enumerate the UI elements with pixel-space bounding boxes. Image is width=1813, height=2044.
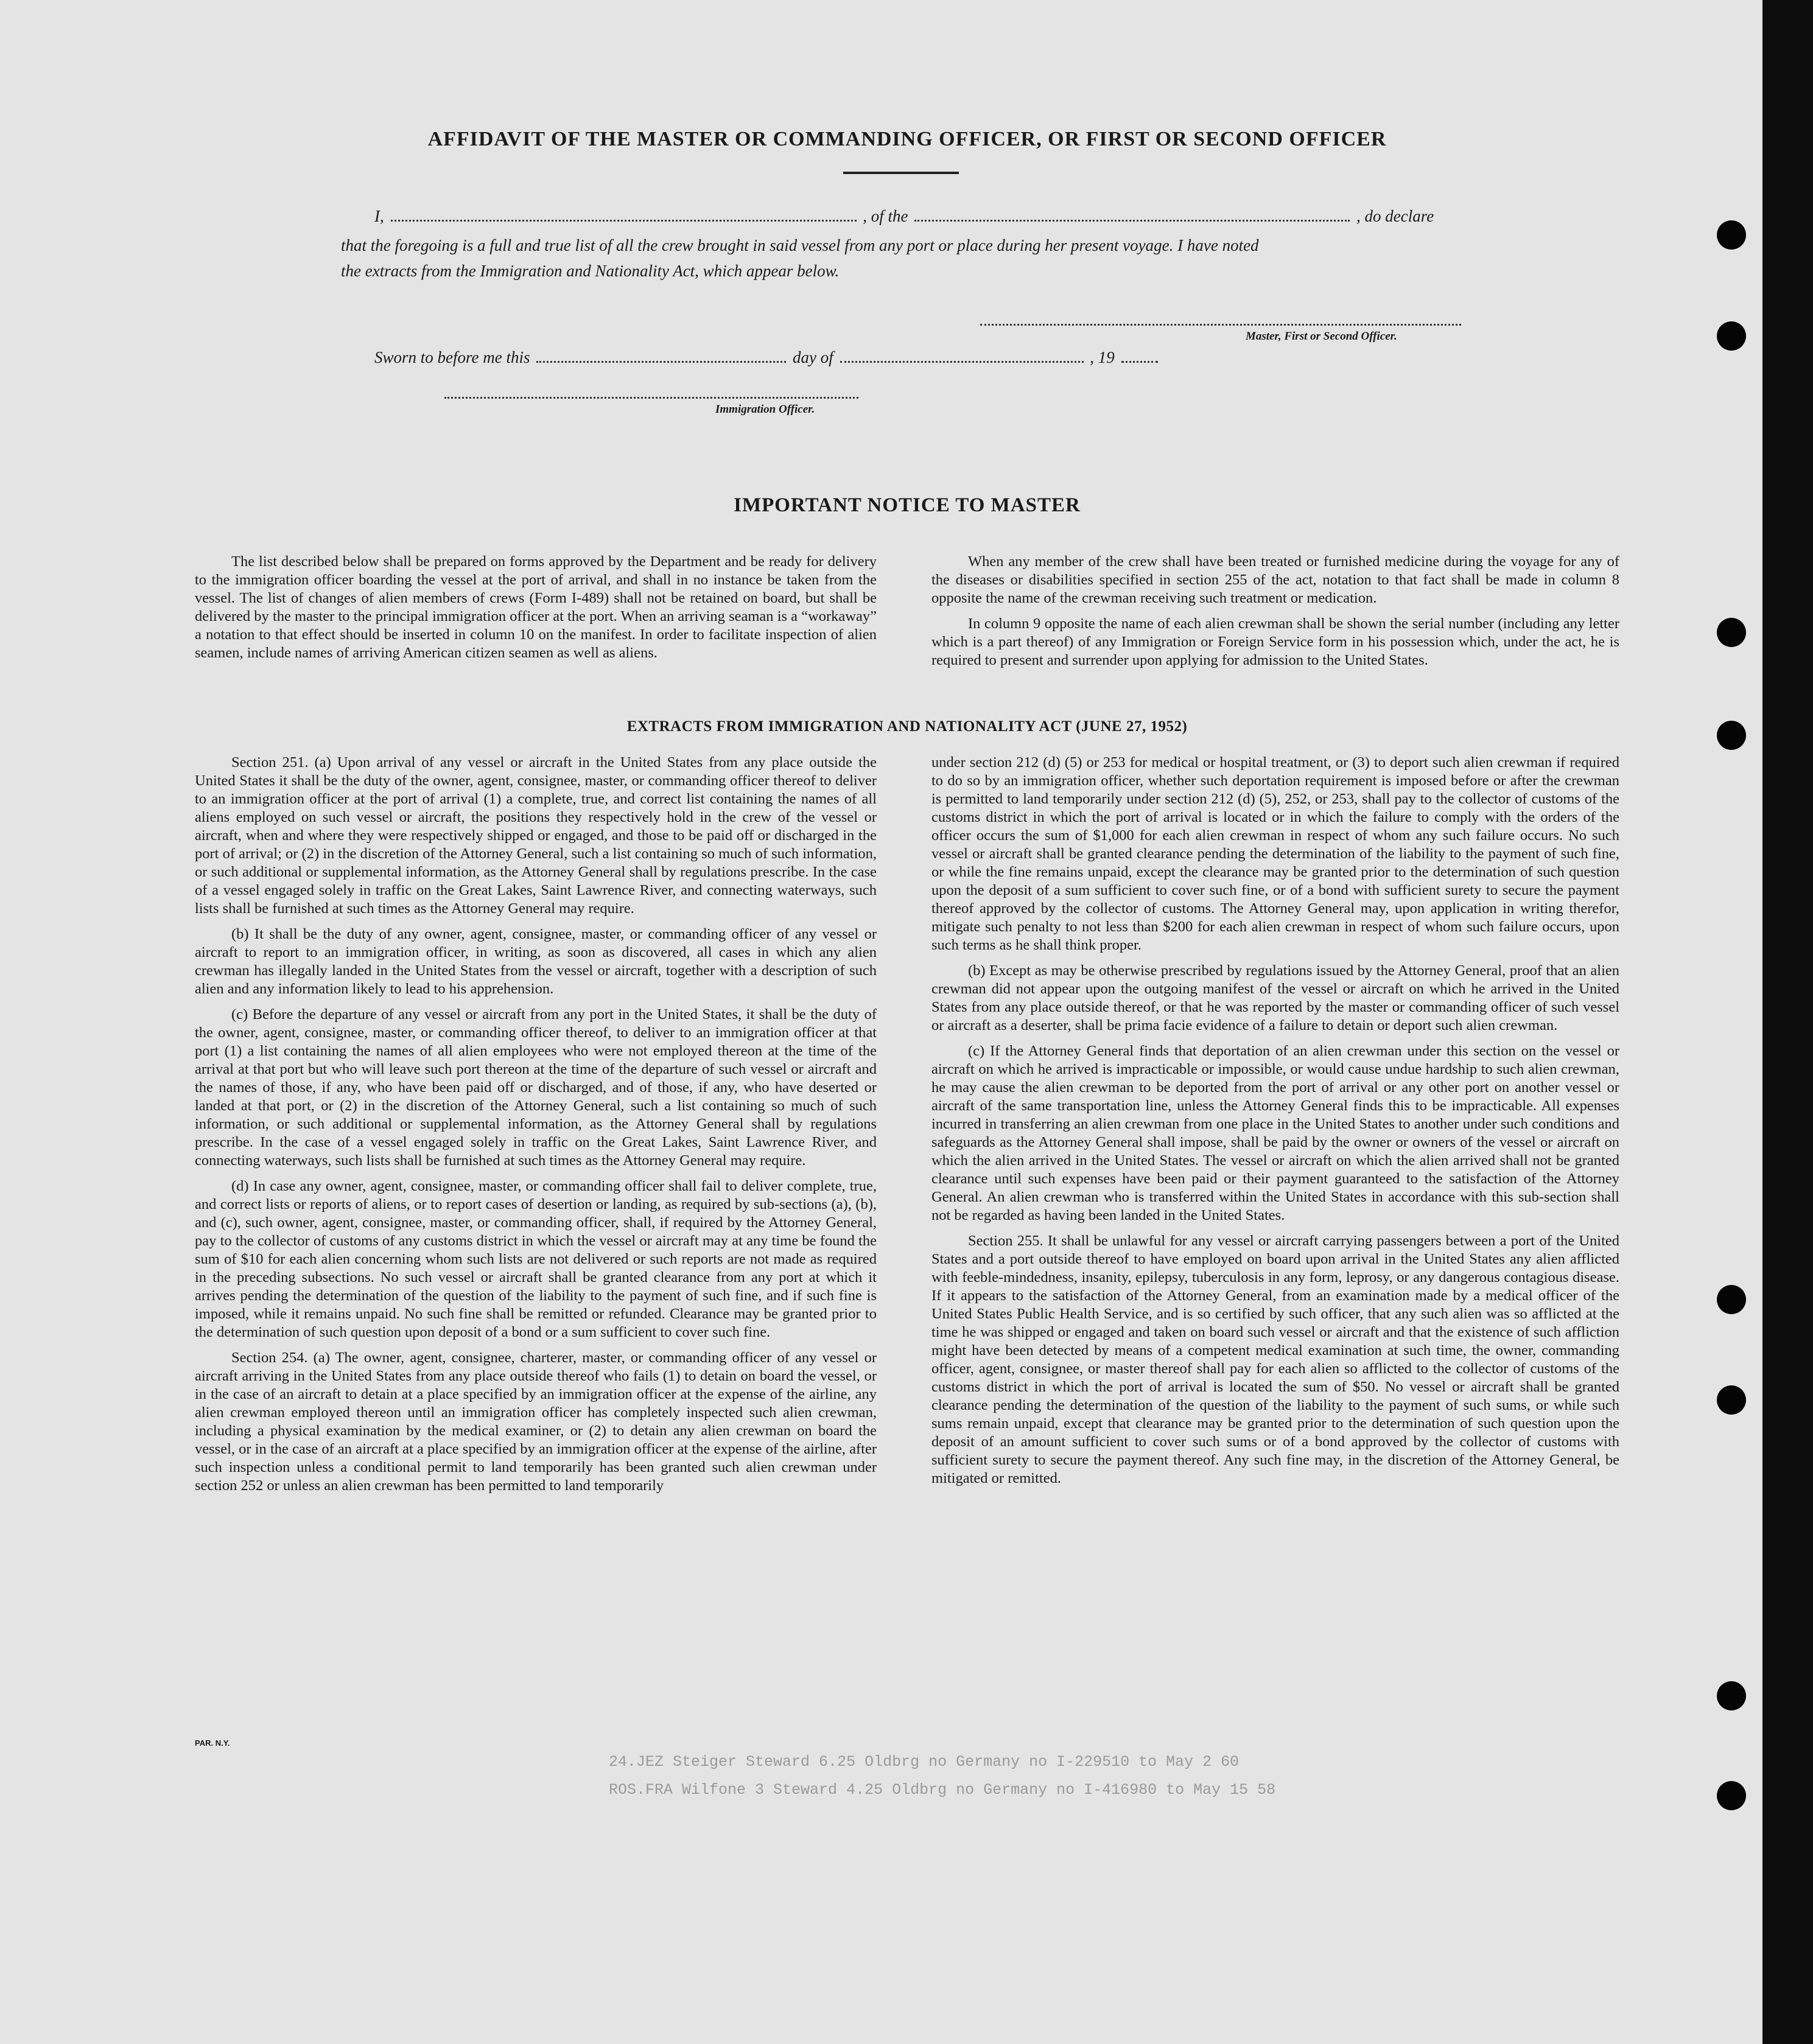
extracts-left-column bbox=[195, 754, 877, 1502]
immigration-officer-signature-line[interactable] bbox=[444, 397, 858, 399]
do-declare-label: , do declare bbox=[1356, 207, 1434, 225]
year-blank[interactable] bbox=[1121, 360, 1158, 363]
section-254-b: (b) Except as may be otherwise prescribed by regulations issued by the Attorney General, proof that an alien crewman did not appear upon the outgoing manifest of the vessel or aircraft on which he arrived in the United States from any place outside thereof, or that he was reported by the master or commanding officer of such vessel or aircraft as a deserter, shall be prima facie evidence of a failure to detain or deport such alien crewman. bbox=[931, 962, 1619, 1034]
vessel-blank[interactable] bbox=[914, 219, 1350, 222]
section-254-a: Section 254. (a) The owner, agent, consignee, charterer, master, or commanding officer of any vessel or aircraft arriving in the United States from any place outside thereof who fails (1) to detain on board the vessel, or in the case of an aircraft to detain at a place specified by an immigration officer at the expense of the airline, any alien crewman employed thereon until an immigration officer has completely inspected such alien crewman, including a physical examination by the medical examiner, or (2) to detain any alien crewman on board the vessel, or in the case of an aircraft at a place specified by an immigration officer at the expense of the airline, after such inspection unless a conditional permit to land temporarily has been granted such alien crewman under section 252 or unless an alien crewman has been permitted to land temporarily bbox=[195, 1349, 877, 1494]
extracts-right-column bbox=[931, 754, 1619, 1495]
sworn-label: Sworn to before me this bbox=[374, 348, 530, 366]
section-251-c: (c) Before the departure of any vessel or aircraft from any port in the United States, it shall be the duty of the owner, agent, consignee, master, or commanding officer thereof, to deliver to an immigration officer at that port (1) a list containing the names of all alien employees who were not employed thereon at the time of the arrival at that port but who will leave such port thereon at the time of the departure of such vessel or aircraft and the names of those, if any, who have been paid off or discharged, and of those, if any, who have deserted or landed at that port, or (2) in the discretion of the Attorney General, such a list containing so much of such information, or such additional or supplemental information, as the Attorney General shall by regulations prescribe. In the case of a vessel engaged solely in traffic on the Great Lakes, Saint Lawrence River, and connecting waterways, such lists shall be furnished at such times as the Attorney General may require. bbox=[195, 1006, 877, 1169]
declaration-fill-line bbox=[374, 207, 1434, 226]
immigration-officer-label: Immigration Officer. bbox=[715, 403, 815, 416]
notice-right-paragraph-2: In column 9 opposite the name of each alien crewman shall be shown the serial number (including any letter which is a part thereof) of any Immigration or Foreign Service form in his possession which, under the act, he is required to present and surrender upon applying for admission to the United States. bbox=[931, 615, 1619, 668]
master-signature-line[interactable] bbox=[980, 324, 1461, 326]
punch-hole bbox=[1717, 1385, 1746, 1415]
section-254-a-continued: under section 212 (d) (5) or 253 for medical or hospital treatment, or (3) to deport such alien crewman if required to do so by an immigration officer, whether such deportation requirement is imposed before or after the crewman is permitted to land temporarily under section 212 (d) (5), 252, or 253, shall pay to the collector of customs of the customs district in which the port of arrival is located or in which the failure to comply with the orders of the officer occurs the sum of $1,000 for each alien crewman in respect of whom any such failure occurs. No such vessel or aircraft shall be granted clearance pending the determination of the liability to the payment of such fine, or while the fine remains unpaid, except the clearance may be granted prior to the determination of such question upon the deposit of a sum sufficient to cover such fine, or of a bond with sufficient surety to secure the payment thereof approved by the collector of customs. The Attorney General may, upon application in writing therefor, mitigate such penalty to not less than $200 for each alien crewman in respect of whom such failure occurs, upon such terms as he shall think proper. bbox=[931, 754, 1619, 953]
declaration-line-2: the extracts from the Immigration and Nationality Act, which appear below. bbox=[341, 262, 840, 280]
day-blank[interactable] bbox=[536, 360, 786, 363]
section-251-b: (b) It shall be the duty of any owner, agent, consignee, master, or commanding officer of any vessel or aircraft to report to an immigration officer, in writing, as soon as discovered, all cases in which any alien crewman has illegally landed in the United States from the vessel or aircraft, together with a description of such alien and any information likely to lead to his apprehension. bbox=[195, 926, 877, 997]
title-underline bbox=[843, 172, 959, 174]
month-blank[interactable] bbox=[840, 360, 1084, 363]
section-251-d: (d) In case any owner, agent, consignee, master, or commanding officer shall fail to deliver complete, true, and correct lists or reports of aliens, or to report cases of desertion or landing, as required by sub-sections (a), (b), and (c), such owner, agent, consignee, master, or commanding officer, shall, if required by the Attorney General, pay to the collector of customs of any customs district in which the vessel or aircraft may at any time be found the sum of $10 for each alien concerning whom such lists are not delivered or such reports are not made as required in the preceding subsections. No such vessel or aircraft shall be granted clearance from any port at which it arrives pending the determination of the question of the liability to the payment of such fine, and if such fine is imposed, while it remains unpaid. No such fine shall be remitted or refunded. Clearance may be granted prior to the determination of such question upon deposit of a bond or a sum sufficient to cover such fine. bbox=[195, 1178, 877, 1340]
punch-hole bbox=[1717, 220, 1746, 250]
notice-right-column bbox=[931, 553, 1619, 677]
punch-hole bbox=[1717, 618, 1746, 647]
section-254-c: (c) If the Attorney General finds that deportation of an alien crewman under this section on the vessel or aircraft on which he arrived is impracticable or impossible, or would cause undue hardship to such alien crewman, he may cause the alien crewman to be deported from the port of arrival or any other port on another vessel or aircraft of the same transportation line, unless the Attorney General finds this to be impracticable. All expenses incurred in transferring an alien crewman from one place in the United States to another under such conditions and safeguards as the Attorney General shall impose, shall be paid by the owner or owners of the vessel or aircraft on which the alien arrived in the United States. The vessel or aircraft on which the alien arrived shall not be granted clearance until such expenses have been paid or their payment guaranteed to the satisfaction of the Attorney General. An alien crewman who is transferred within the United States in accordance with this sub-section shall not be regarded as having been landed in the United States. bbox=[931, 1043, 1619, 1223]
i-label: I, bbox=[374, 207, 384, 225]
name-blank[interactable] bbox=[391, 219, 857, 222]
notice-left-column bbox=[195, 553, 877, 670]
day-of-label: day of bbox=[793, 348, 833, 366]
punch-hole bbox=[1717, 1285, 1746, 1314]
of-the-label: , of the bbox=[863, 207, 908, 225]
affidavit-title: AFFIDAVIT OF THE MASTER OR COMMANDING OFFICER, OR FIRST OR SECOND OFFICER bbox=[427, 128, 1387, 150]
punch-hole bbox=[1717, 321, 1746, 351]
notice-title: IMPORTANT NOTICE TO MASTER bbox=[734, 494, 1081, 516]
notice-right-paragraph-1: When any member of the crew shall have been treated or furnished medicine during the voyage for any of the diseases or disabilities specified in section 255 of the act, notation to that fact shall be made in column 8 opposite the name of the crewman receiving such treatment or medication. bbox=[931, 553, 1619, 606]
sworn-line bbox=[374, 348, 1160, 367]
section-255: Section 255. It shall be unlawful for any vessel or aircraft carrying passengers between a port of the United States and a port outside thereof to have employed on board upon arrival in the United States any alien afflicted with feeble-mindedness, insanity, epilepsy, tuberculosis in any form, leprosy, or any dangerous contagious disease. If it appears to the satisfaction of the Attorney General, from an examination made by a medical officer of the United States Public Health Service, and is so certified by such officer, that any such alien was so afflicted at the time he was shipped or engaged and taken on board such vessel or aircraft and that the existence of such affliction might have been detected by means of a competent medical examination at such time, the owner, commanding officer, agent, consignee, or master thereof shall pay for each alien so afflicted to the collector of customs of the customs district in which the port of arrival is located the sum of $50. No vessel or aircraft shall be granted clearance pending the determination of the question of the liability to the payment of such sums, or while such sums remain unpaid, except that clearance may be granted prior to the determination of such question upon the deposit of an amount sufficient to cover such sums or of a bond approved by the collector of customs with sufficient surety to secure the payment thereof. Any such fine may, in the discretion of the Attorney General, be mitigated or remitted. bbox=[931, 1233, 1619, 1486]
punch-hole bbox=[1717, 1681, 1746, 1710]
bleed-through-line-1: 24.JEZ Steiger Steward 6.25 Oldbrg no Germany no I-229510 to May 2 60 bbox=[609, 1753, 1240, 1771]
year-label: , 19 bbox=[1090, 348, 1115, 366]
printer-code: PAR. N.Y. bbox=[195, 1738, 230, 1748]
declaration-line-1: that the foregoing is a full and true list of all the crew brought in said vessel from any port or place during her present voyage. I have noted bbox=[341, 236, 1259, 254]
punch-hole bbox=[1717, 1781, 1746, 1810]
master-signature-label: Master, First or Second Officer. bbox=[1246, 330, 1397, 343]
section-251-a: Section 251. (a) Upon arrival of any vessel or aircraft in the United States from any place outside the United States it shall be the duty of the owner, agent, consignee, master, or commanding officer thereof to deliver to an immigration officer at the port of arrival (1) a complete, true, and correct list containing the names of all aliens employed on such vessel or aircraft, the positions they respectively hold in the crew of the vessel or aircraft, when and where they were respectively shipped or engaged, and those to be paid off or discharged in the port of arrival; or (2) in the discretion of the Attorney General, such a list containing so much of such information, or such additional or supplemental information, as the Attorney General shall by regulations prescribe. In the case of a vessel engaged solely in traffic on the Great Lakes, Saint Lawrence River, and connecting waterways, such lists shall be furnished at such times as the Attorney General may require. bbox=[195, 754, 877, 917]
bleed-through-line-2: ROS.FRA Wilfone 3 Steward 4.25 Oldbrg no Germany no I-416980 to May 15 58 bbox=[609, 1781, 1276, 1799]
notice-left-paragraph: The list described below shall be prepared on forms approved by the Department and be ready for delivery to the immigration officer boarding the vessel at the port of arrival, and shall in no instance be taken from the vessel. The list of changes of alien members of crews (Form I-489) shall not be retained on board, but shall be delivered by the master to the principal immigration officer at the port. When an arriving seaman is a “workaway” a notation to that effect should be inserted in column 10 on the manifest. In order to facilitate inspection of alien seamen, include names of arriving American citizen seamen as well as aliens. bbox=[195, 553, 877, 661]
punch-hole bbox=[1717, 721, 1746, 750]
extracts-title: EXTRACTS FROM IMMIGRATION AND NATIONALITY ACT (JUNE 27, 1952) bbox=[626, 718, 1188, 735]
